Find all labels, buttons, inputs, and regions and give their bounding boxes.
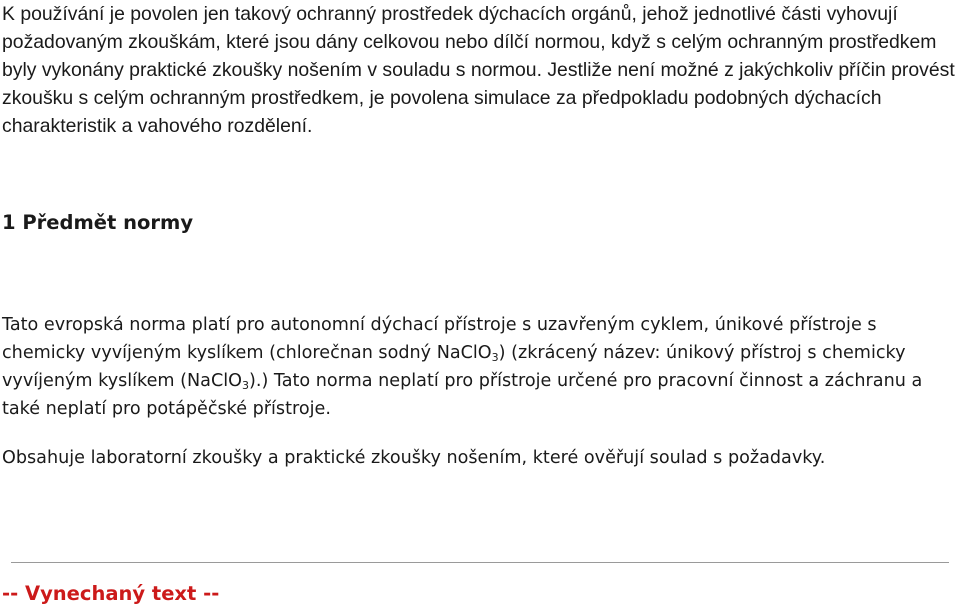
horizontal-divider (11, 562, 949, 563)
scope-text-part-1: Tato evropská norma platí pro autonomní dýchací přístroje s uzavřeným cyklem, únikové přístroje s chemicky vyvíjeným kyslíkem (chlorečnan sodný NaClO (2, 315, 877, 363)
contains-paragraph: Obsahuje laboratorní zkoušky a praktické zkoušky nošením, které ověřují soulad s požadavky. (2, 448, 826, 468)
section-heading: 1 Předmět normy (2, 211, 194, 234)
scope-text-part-2: ) (zkrácený název: únikový přístroj s chemicky vyvíjeným kyslíkem (NaClO (2, 343, 906, 391)
intro-paragraph: K používání je povolen jen takový ochranný prostředek dýchacích orgánů, jehož jednotlivé části vyhovují požadovaným zkouškám, které jsou dány celkovou nebo dílčí normou, když s celým ochranným prostředkem byly vykonány praktické zkoušky nošením v souladu s normou. Jestliže není možné z jakýchkoliv příčin provést zkoušku s celým ochranným prostředkem, je povolena simulace za předpokladu podobných dýchacích charakteristik a vahového rozdělení. (2, 3, 955, 137)
scope-paragraph (2, 311, 960, 423)
subscript-3-second: 3 (242, 379, 249, 392)
omitted-text-notice: -- Vynechaný text -- (2, 582, 220, 605)
subscript-3-first: 3 (491, 351, 499, 364)
scope-text-part-3: ).) Tato norma neplatí pro přístroje určené pro pracovní činnost a záchranu a také neplatí pro potápěčské přístroje. (2, 371, 923, 419)
